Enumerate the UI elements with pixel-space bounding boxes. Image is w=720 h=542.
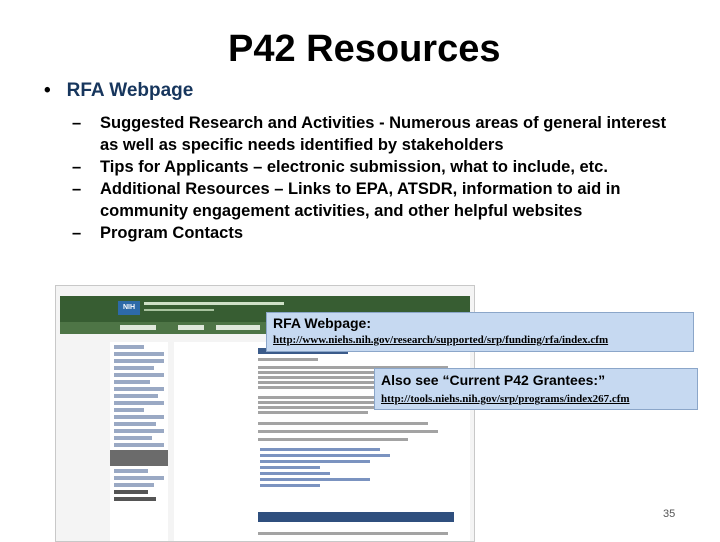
sub-bullet: – Suggested Research and Activities - Numerous areas of general interest as well as specific needs identified by stakeholders [72, 114, 667, 154]
rfa-callout [266, 312, 694, 352]
grantees-callout-label: Also see “Current P42 Grantees:” [381, 372, 606, 388]
slide-title: P42 Resources [228, 28, 501, 70]
rfa-callout-label: RFA Webpage: [273, 315, 372, 331]
bullet-dot-icon: • [44, 80, 51, 101]
main-bullet [44, 80, 193, 102]
grantees-callout [374, 368, 698, 410]
sub-bullet-list [72, 112, 672, 244]
sub-bullet: – Tips for Applicants – electronic submission, what to include, etc. [72, 158, 608, 176]
nih-logo: NIH [118, 301, 140, 315]
grantees-url-link[interactable]: http://tools.niehs.nih.gov/srp/programs/index267.cfm [381, 393, 630, 405]
sub-bullet: – Additional Resources – Links to EPA, ATSDR, information to aid in community engagement activities, and other helpful websites [72, 180, 621, 220]
page-number: 35 [663, 508, 676, 520]
sub-bullet-text: Program Contacts [100, 224, 244, 242]
sub-bullet-text: Tips for Applicants – electronic submission, what to include, etc. [100, 158, 608, 176]
sub-bullet-text: Suggested Research and Activities - Numerous areas of general interest as well as specific needs identified by stakeholders [100, 114, 667, 154]
screenshot-sidebar [110, 342, 168, 542]
sub-bullet: – Program Contacts [72, 224, 244, 242]
sub-bullet-text: Additional Resources – Links to EPA, ATSDR, information to aid in community engagement activities, and other helpful websites [100, 180, 621, 220]
rfa-url-link[interactable]: http://www.niehs.nih.gov/research/supported/srp/funding/rfa/index.cfm [273, 334, 609, 346]
main-bullet-label: RFA Webpage [66, 80, 194, 101]
